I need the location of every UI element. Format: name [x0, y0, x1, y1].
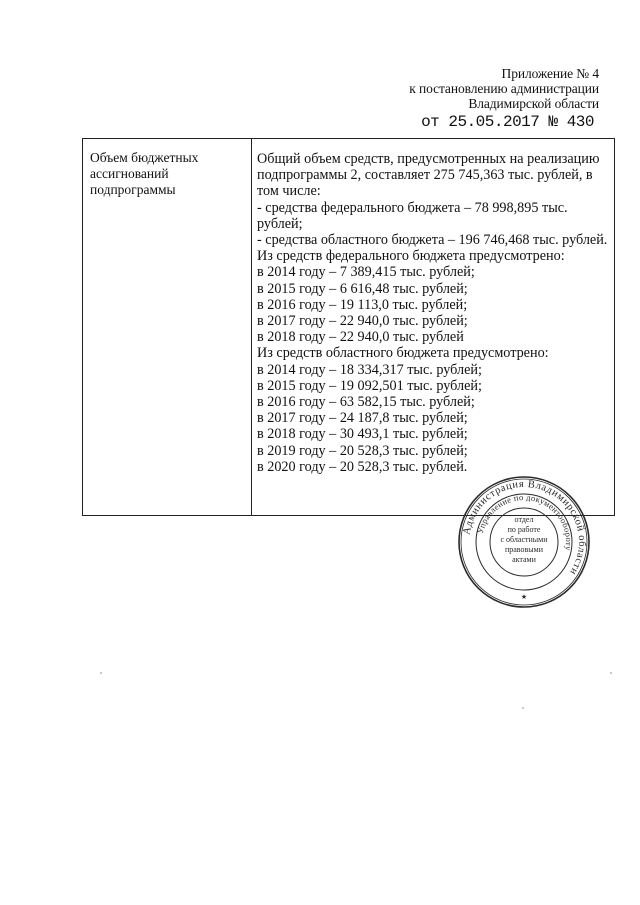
regional-heading: Из средств областного бюджета предусмотрено:	[257, 345, 549, 362]
administration-name: Владимирской области	[468, 96, 599, 111]
resolution-reference: к постановлению администрации	[409, 81, 599, 96]
federal-heading: Из средств федерального бюджета предусмотрено:	[257, 248, 565, 265]
federal-year-row: в 2017 году – 22 940,0 тыс. рублей;	[257, 313, 468, 330]
federal-total: - средства федерального бюджета – 78 998,895 тыс. рублей;	[257, 199, 568, 232]
budget-details-cell	[257, 151, 613, 475]
federal-year-row: в 2014 году – 7 389,415 тыс. рублей;	[257, 264, 475, 281]
scan-speck	[100, 672, 102, 674]
federal-year-row: в 2018 году – 22 940,0 тыс. рублей	[257, 329, 464, 346]
regional-year-row: в 2018 году – 30 493,1 тыс. рублей;	[257, 426, 468, 443]
svg-text:Управление по документообороту: Управление по документообороту	[474, 491, 575, 552]
regional-year-row: в 2019 году – 20 528,3 тыс. рублей;	[257, 442, 468, 459]
svg-text:Администрация Владимирской обл: Администрация Владимирской области	[461, 478, 588, 577]
svg-text:отделпо работес областнымиправ: отдел по работе с областными правовыми актами	[500, 515, 548, 564]
regional-year-row: в 2014 году – 18 334,317 тыс. рублей;	[257, 361, 482, 378]
svg-text:★: ★	[520, 593, 528, 601]
official-seal	[457, 475, 591, 609]
appendix-number: Приложение № 4	[501, 66, 599, 81]
total-volume-text: Общий объем средств, предусмотренных на реализацию подпрограммы 2, составляет 275 745,363 тыс. рублей, в том числе:	[257, 151, 600, 200]
regional-total: - средства областного бюджета – 196 746,468 тыс. рублей.	[257, 232, 608, 249]
regional-year-row: в 2017 году – 24 187,8 тыс. рублей;	[257, 410, 468, 427]
resolution-date-number: от 25.05.2017 № 430	[421, 113, 594, 131]
regional-year-row: в 2015 году – 19 092,501 тыс. рублей;	[257, 377, 482, 394]
federal-year-row: в 2016 году – 19 113,0 тыс. рублей;	[257, 296, 468, 313]
federal-year-row: в 2015 году – 6 616,48 тыс. рублей;	[257, 280, 468, 297]
column-divider	[251, 139, 252, 515]
regional-year-row: в 2016 году – 63 582,15 тыс. рублей;	[257, 394, 475, 411]
budget-label-cell: Объем бюджетных ассигнований подпрограммы	[90, 150, 199, 197]
scan-speck	[522, 707, 524, 709]
document-header	[409, 66, 599, 132]
regional-year-row: в 2020 году – 20 528,3 тыс. рублей.	[257, 458, 468, 475]
scan-speck	[610, 672, 612, 674]
budget-table	[82, 138, 615, 516]
